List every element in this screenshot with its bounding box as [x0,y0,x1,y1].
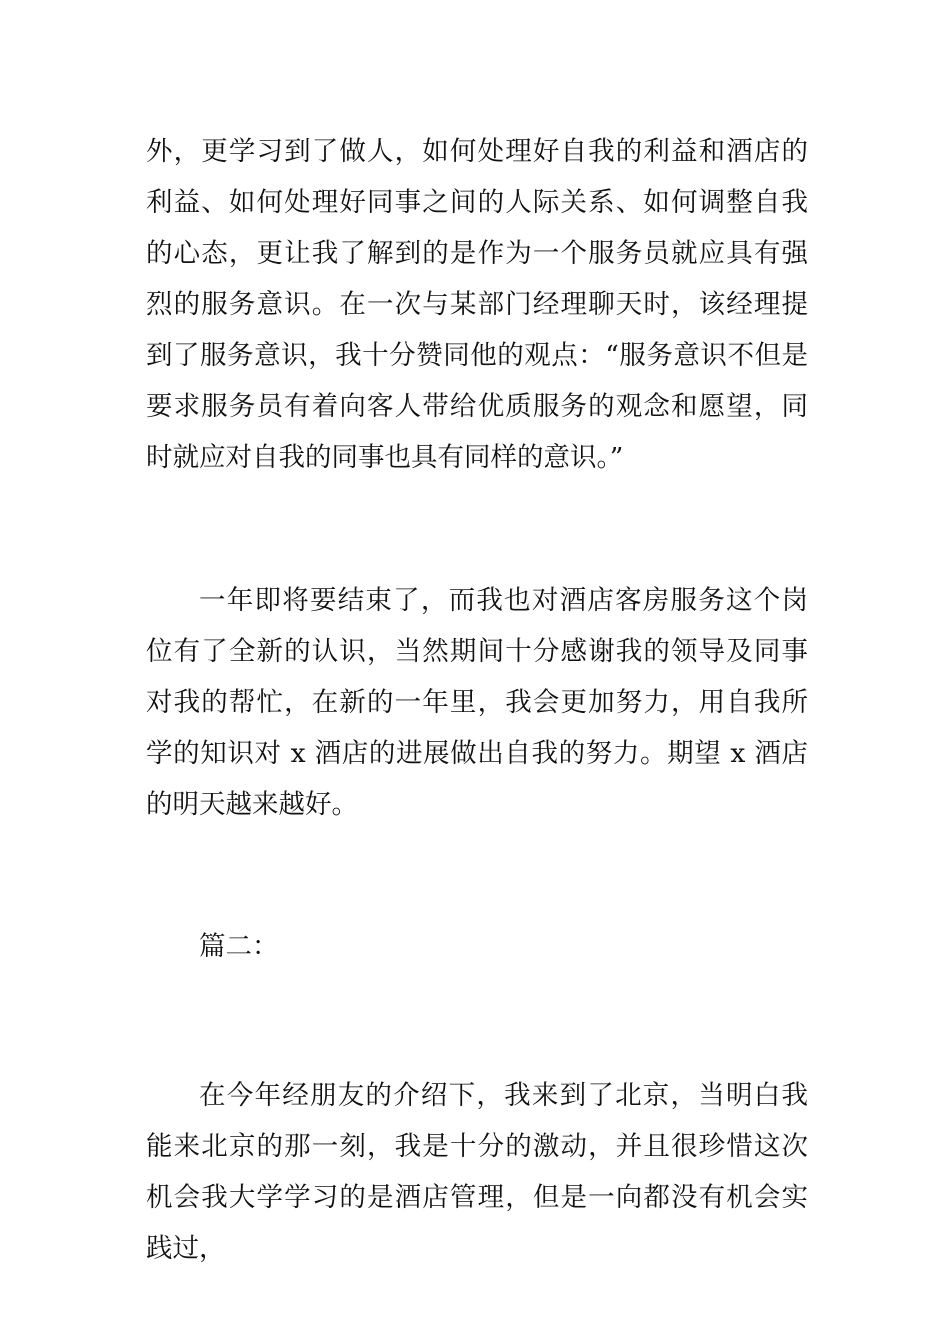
paragraph-year-end: 一年即将要结束了，而我也对酒店客房服务这个岗位有了全新的认识，当然期间十分感谢我的领导及同事对我的帮忙，在新的一年里，我会更加努力，用自我所学的知识对 x 酒店的进展做出自我的努力。期望 x 酒店的明天越来越好。 [146,585,808,820]
paragraph-service-awareness: 外，更学习到了做人，如何处理好自我的利益和酒店的利益、如何处理好同事之间的人际关系、如何调整自我的心态，更让我了解到的是作为一个服务员就应具有强烈的服务意识。在一次与某部门经理聊天时，该经理提到了服务意识，我十分赞同他的观点：“服务意识不但是要求服务员有着向客人带给优质服务的观念和愿望，同时就应对自我的同事也具有同样的意识。” [146,136,808,473]
paragraph-beijing-intro: 在今年经朋友的介绍下，我来到了北京，当明白我能来北京的那一刻，我是十分的激动，并且很珍惜这次机会我大学学习的是酒店管理，但是一向都没有机会实践过， [146,1080,808,1264]
section-heading-part-two: 篇二： [199,931,279,962]
